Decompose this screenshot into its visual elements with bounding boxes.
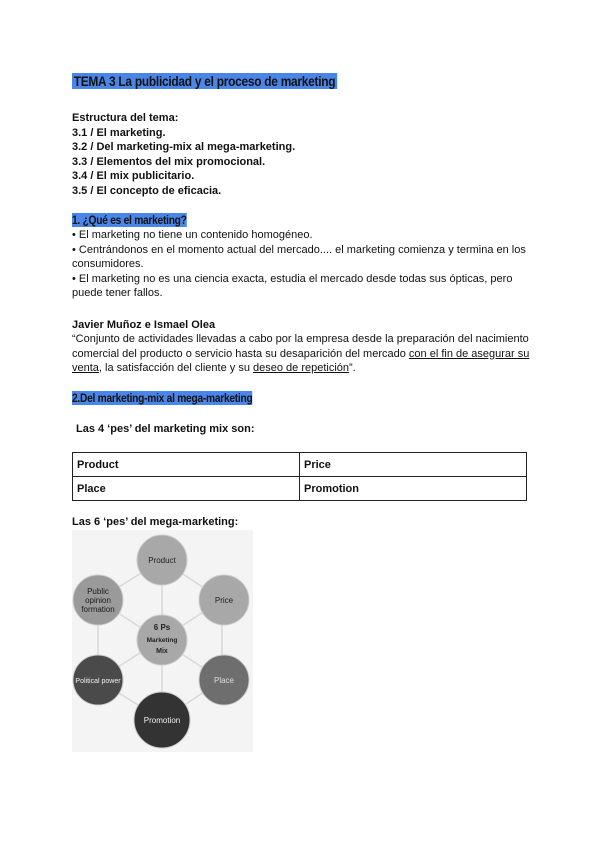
diagram-node-product	[137, 535, 187, 585]
authors: Javier Muñoz e Ismael Olea	[72, 318, 216, 331]
structure-item: 3.4 / El mix publicitario.	[72, 170, 195, 182]
table-cell: Product	[73, 453, 300, 477]
quote-text: , la satisfacción del cliente y su	[98, 362, 253, 374]
bullet: • Centrándonos en el momento actual del mercado.... el marketing comienza y termina en los consumidores.	[72, 243, 526, 270]
quote-text: ”.	[349, 362, 356, 374]
svg-text:Mix: Mix	[156, 648, 168, 655]
diagram-node-public-opinion-label: Public opinion formation	[81, 587, 115, 614]
diagram-node-price	[199, 575, 249, 625]
quote-underlined: con el fin de asegurar su venta	[72, 347, 530, 374]
table-cell: Price	[300, 453, 527, 477]
svg-text:Price: Price	[214, 596, 234, 605]
structure-heading: Estructura del tema:	[72, 112, 179, 124]
svg-text:Marketing: Marketing	[146, 637, 178, 644]
svg-text:Product: Product	[148, 556, 176, 565]
diagram-center	[137, 615, 187, 665]
svg-text:6 Ps: 6 Ps	[153, 623, 171, 632]
structure-item: 3.5 / El concepto de eficacia.	[72, 184, 222, 197]
diagram-node-place	[199, 655, 249, 705]
svg-text:Political power: Political power	[75, 678, 121, 685]
diagram-node-political-power	[73, 655, 123, 705]
structure-section	[72, 111, 295, 198]
bullet: • El marketing no es una ciencia exacta, estudia el mercado desde todas sus ópticas, pero puede tener fallos.	[72, 272, 513, 299]
four-ps-table	[72, 452, 527, 501]
structure-item: 3.2 / Del marketing-mix al mega-marketing.	[72, 141, 296, 153]
quote-text: “Conjunto de actividades llevadas a cabo por la empresa desde la preparación del nacimiento comercial del producto o servicio hasta su desaparición del mercado	[72, 333, 529, 360]
six-ps-diagram	[72, 530, 253, 752]
section2-heading: 2.Del marketing-mix al mega-marketing	[72, 391, 253, 405]
table-cell: Place	[73, 477, 300, 501]
mega-intro: Las 6 ‘pes’ del mega-marketing:	[72, 516, 239, 528]
structure-item: 3.3 / Elementos del mix promocional.	[72, 155, 266, 168]
svg-text:Promotion: Promotion	[143, 716, 181, 725]
svg-text:Place: Place	[213, 676, 235, 685]
section1-heading: 1. ¿Qué es el marketing?	[72, 213, 187, 227]
diagram-node-promotion	[134, 692, 190, 748]
table-cell: Promotion	[300, 477, 527, 501]
section1-body	[72, 228, 532, 376]
quote-underlined: deseo de repetición	[253, 362, 350, 374]
table-row	[73, 477, 527, 501]
table-row	[73, 453, 527, 477]
definition-quote	[72, 332, 532, 376]
structure-item: 3.1 / El marketing.	[72, 126, 166, 139]
bullet: • El marketing no tiene un contenido homogéneo.	[72, 229, 313, 241]
document-title: TEMA 3 La publicidad y el proceso de marketing	[73, 73, 336, 89]
mix-intro: Las 4 ‘pes’ del marketing mix son:	[76, 423, 255, 435]
